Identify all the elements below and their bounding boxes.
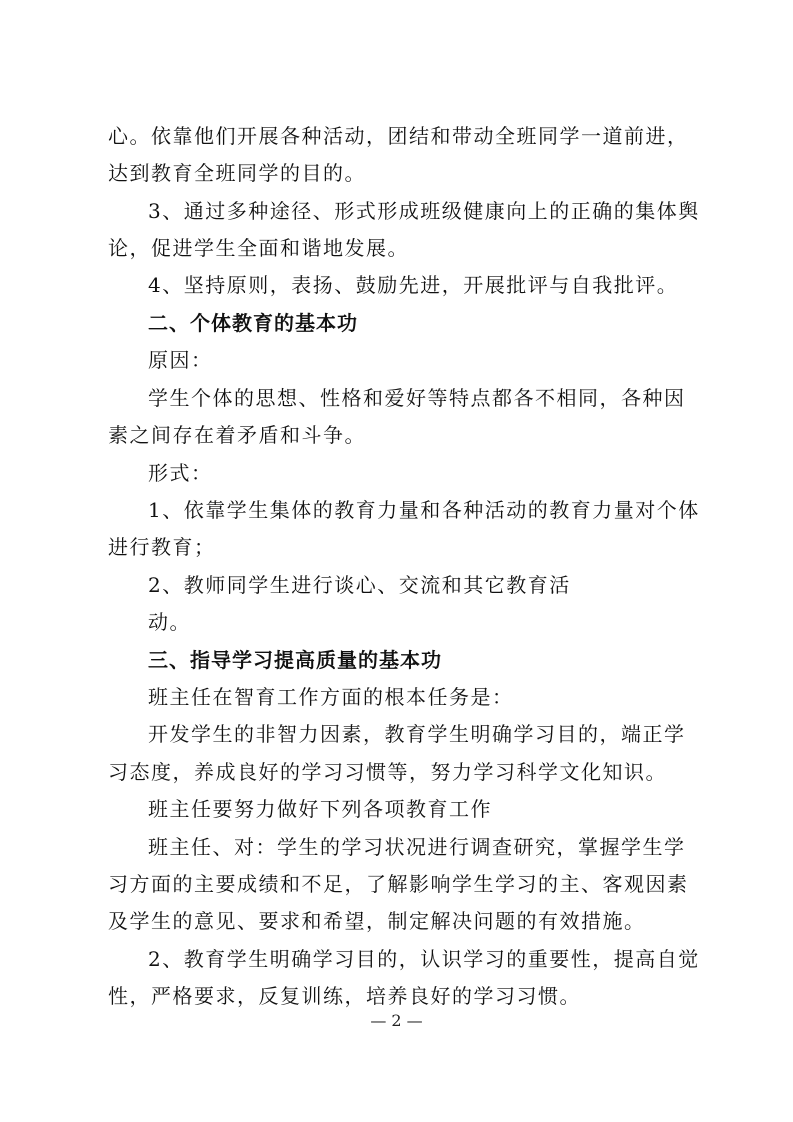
line-text: 论，促进学生全面和谐地发展。: [108, 236, 409, 260]
paragraph-line: [0, 342, 793, 379]
line-text: 4、坚持原则，表扬、鼓励先进，开展批评与自我批评。: [148, 273, 679, 297]
line-text: 形式：: [148, 461, 213, 485]
line-text: 动。: [148, 610, 191, 634]
line-text: 学生个体的思想、性格和爱好等特点都各不相同，各种因: [148, 386, 686, 410]
line-text: 班主任、对：学生的学习状况进行调查研究，掌握学生学: [148, 835, 686, 859]
section-heading-text: 三、指导学习提高质量的基本功: [148, 648, 442, 672]
line-text: 开发学生的非智力因素，教育学生明确学习目的，端正学: [148, 722, 686, 746]
paragraph-line: [0, 529, 793, 566]
line-text: 2、教师同学生进行谈心、交流和其它教育活: [148, 573, 571, 597]
line-text: 性，严格要求，反复训练，培养良好的学习习惯。: [108, 984, 581, 1008]
paragraph-line: [0, 604, 793, 641]
paragraph-line: [0, 492, 793, 529]
paragraph-line: [0, 903, 793, 940]
paragraph-line: [0, 455, 793, 492]
page-number: — 2 —: [370, 1011, 423, 1030]
section-heading-text: 二、个体教育的基本功: [148, 311, 358, 335]
line-text: 达到教育全班同学的目的。: [108, 161, 366, 185]
paragraph-line: [0, 941, 793, 978]
paragraph-line: [0, 118, 793, 155]
line-text: 心。依靠他们开展各种活动，团结和带动全班同学一道前进，: [108, 124, 689, 148]
section-heading: [0, 642, 793, 679]
line-text: 及学生的意见、要求和希望，制定解决问题的有效措施。: [108, 909, 646, 933]
paragraph-line: [0, 716, 793, 753]
paragraph-line: [0, 417, 793, 454]
section-heading: [0, 305, 793, 342]
line-text: 2、教育学生明确学习目的，认识学习的重要性，提高自觉: [148, 947, 700, 971]
paragraph-line: [0, 155, 793, 192]
paragraph-line: [0, 829, 793, 866]
line-text: 进行教育；: [108, 535, 216, 559]
line-text: 习态度，养成良好的学习习惯等，努力学习科学文化知识。: [108, 760, 667, 784]
line-text: 1、依靠学生集体的教育力量和各种活动的教育力量对个体: [148, 498, 700, 522]
line-text: 班主任在智育工作方面的根本任务是：: [148, 685, 514, 709]
line-text: 素之间存在着矛盾和斗争。: [108, 423, 366, 447]
paragraph-line: [0, 380, 793, 417]
paragraph-line: [0, 230, 793, 267]
line-text: 习方面的主要成绩和不足，了解影响学生学习的主、客观因素: [108, 872, 689, 896]
line-text: 3、通过多种途径、形式形成班级健康向上的正确的集体舆: [148, 199, 700, 223]
line-text: 班主任要努力做好下列各项教育工作: [148, 797, 492, 821]
paragraph-line: [0, 754, 793, 791]
paragraph-line: [0, 679, 793, 716]
paragraph-line: [0, 866, 793, 903]
paragraph-line: [0, 567, 793, 604]
paragraph-line: [0, 791, 793, 828]
paragraph-line: [0, 267, 793, 304]
paragraph-line: [0, 193, 793, 230]
line-text: 原因：: [148, 348, 213, 372]
